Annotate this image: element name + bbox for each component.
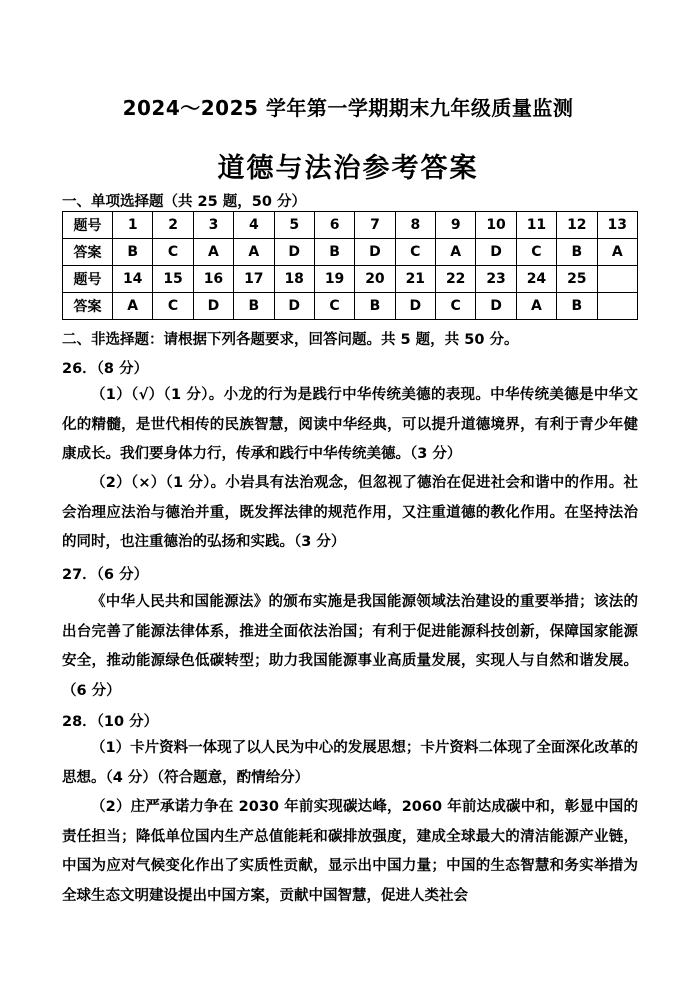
table-cell: D: [355, 239, 395, 266]
table-cell: [597, 293, 638, 320]
section1-heading: 一、单项选择题（共 25 题，50 分）: [62, 194, 306, 210]
table-row: [63, 293, 638, 320]
table-cell: 3: [193, 212, 233, 239]
table-cell: D: [274, 293, 314, 320]
row-label: 答案: [63, 293, 113, 320]
question-26-label: 26．（8 分）: [62, 361, 149, 377]
table-cell: 25: [557, 266, 597, 293]
table-cell: 9: [436, 212, 476, 239]
row-label: 题号: [63, 212, 113, 239]
table-cell: 12: [557, 212, 597, 239]
table-row: [63, 266, 638, 293]
table-cell: A: [436, 239, 476, 266]
question-27-label: 27．（6 分）: [62, 567, 149, 583]
section2-heading: 二、非选择题：请根据下列各题要求，回答问题。共 5 题，共 50 分。: [62, 332, 519, 348]
table-cell: C: [516, 239, 556, 266]
table-cell: D: [476, 239, 516, 266]
document-subtitle: 道德与法治参考答案: [217, 153, 479, 184]
question-28-label: 28．（10 分）: [62, 714, 159, 730]
table-cell: 22: [436, 266, 476, 293]
table-cell: C: [436, 293, 476, 320]
table-cell: 15: [153, 266, 193, 293]
table-row: [63, 239, 638, 266]
answer-table: [62, 211, 638, 320]
table-cell: A: [193, 239, 233, 266]
table-cell: A: [516, 293, 556, 320]
question-26-answer-1: （1）（√）（1 分）。小龙的行为是践行中华传统美德的表现。中华传统美德是中华文化的精髓，是世代相传的民族智慧，阅读中华经典，可以提升道德境界，有利于青少年健康成长。我们要身体力行，传承和践行中华传统美德。（3 分）: [62, 387, 638, 462]
question-28-answer-2: （2）庄严承诺力争在 2030 年前实现碳达峰，2060 年前达成碳中和，彰显中国的责任担当；降低单位国内生产总值能耗和碳排放强度，建成全球最大的清洁能源产业链，中国为应对气候变化作出了实质性贡献，显示出中国力量；中国的生态智慧和务实举措为全球生态文明建设提出中国方案，贡献中国智慧，促进人类社会: [62, 799, 638, 904]
table-cell: D: [193, 293, 233, 320]
table-cell: 23: [476, 266, 516, 293]
table-cell: B: [234, 293, 274, 320]
table-cell: A: [234, 239, 274, 266]
table-cell: B: [557, 239, 597, 266]
question-27-answer: 《中华人民共和国能源法》的颁布实施是我国能源领域法治建设的重要举措；该法的出台完善了能源法律体系，推进全面依法治国；有利于促进能源科技创新，保障国家能源安全，推动能源绿色低碳转型；助力我国能源事业高质量发展，实现人与自然和谐发展。（6 分）: [62, 594, 638, 699]
table-cell: 4: [234, 212, 274, 239]
table-cell: 6: [314, 212, 354, 239]
row-label: 题号: [63, 266, 113, 293]
table-cell: A: [597, 239, 638, 266]
table-cell: A: [113, 293, 153, 320]
question-28-answer-1: （1）卡片资料一体现了以人民为中心的发展思想；卡片资料二体现了全面深化改革的思想。（4 分）（符合题意，酌情给分）: [62, 740, 638, 786]
table-cell: C: [153, 293, 193, 320]
table-cell: B: [355, 293, 395, 320]
table-cell: 24: [516, 266, 556, 293]
table-cell: 10: [476, 212, 516, 239]
table-cell: B: [557, 293, 597, 320]
table-cell: 13: [597, 212, 638, 239]
table-cell: B: [314, 239, 354, 266]
table-cell: 19: [314, 266, 354, 293]
question-26-answer-2: （2）（×）（1 分）。小岩具有法治观念，但忽视了德治在促进社会和谐中的作用。社会治理应法治与德治并重，既发挥法律的规范作用，又注重道德的教化作用。在坚持法治的同时，也注重德治的弘扬和实践。（3 分）: [62, 475, 638, 550]
table-cell: [597, 266, 638, 293]
table-cell: 20: [355, 266, 395, 293]
table-cell: 8: [395, 212, 435, 239]
table-row: [63, 212, 638, 239]
table-cell: C: [314, 293, 354, 320]
table-cell: 14: [113, 266, 153, 293]
table-cell: C: [395, 239, 435, 266]
table-cell: 1: [113, 212, 153, 239]
table-cell: D: [274, 239, 314, 266]
exam-title: 2024～2025 学年第一学期期末九年级质量监测: [122, 96, 574, 120]
table-cell: D: [476, 293, 516, 320]
table-cell: D: [395, 293, 435, 320]
table-cell: C: [153, 239, 193, 266]
table-cell: 16: [193, 266, 233, 293]
table-cell: 17: [234, 266, 274, 293]
table-cell: 7: [355, 212, 395, 239]
table-cell: B: [113, 239, 153, 266]
table-cell: 18: [274, 266, 314, 293]
table-cell: 11: [516, 212, 556, 239]
table-cell: 2: [153, 212, 193, 239]
table-cell: 5: [274, 212, 314, 239]
row-label: 答案: [63, 239, 113, 266]
table-cell: 21: [395, 266, 435, 293]
